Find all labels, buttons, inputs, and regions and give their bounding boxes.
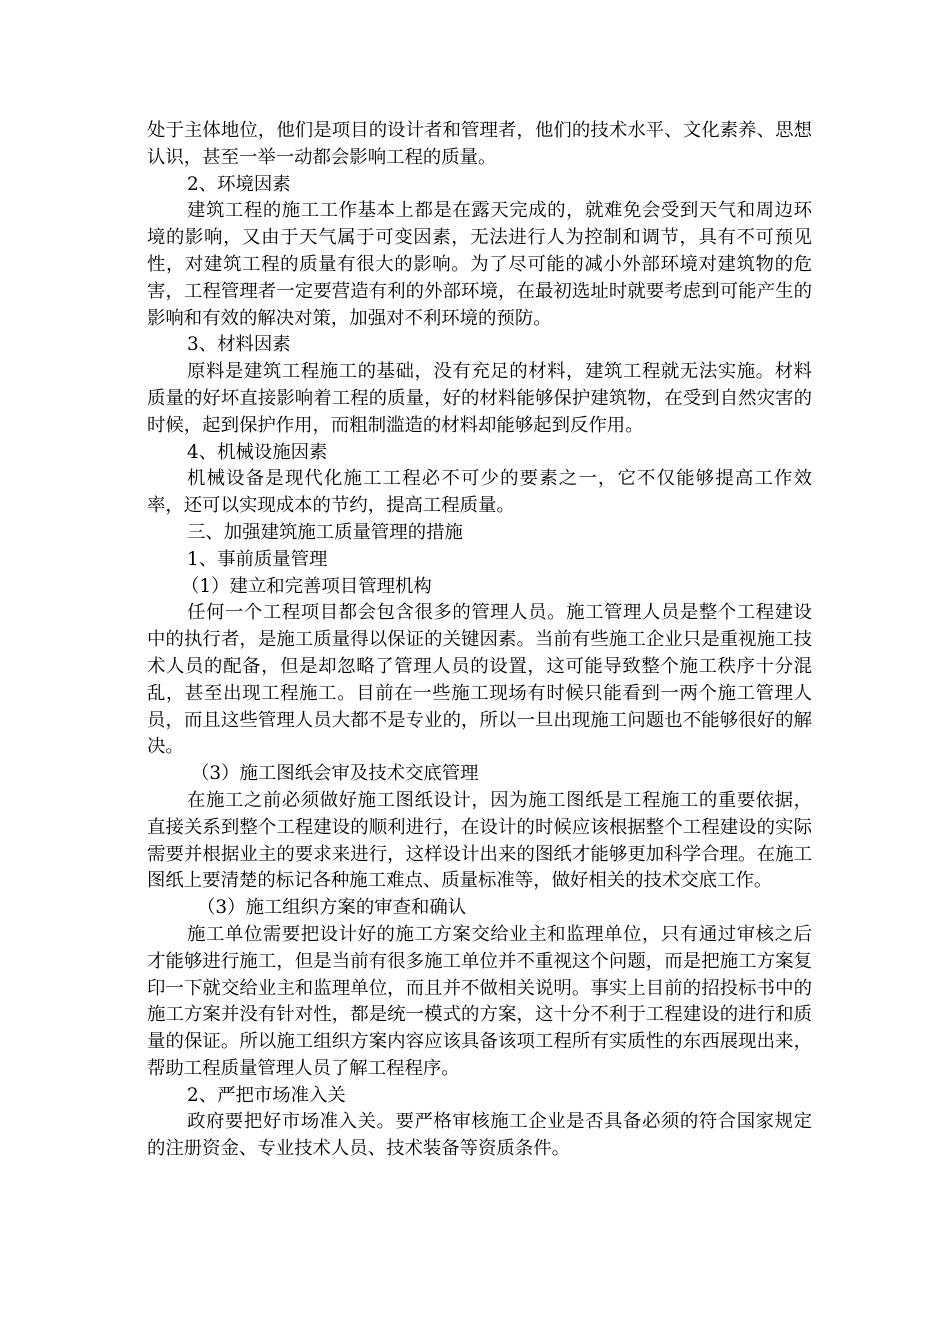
section-heading-machinery: 4、机械设施因素 [187, 441, 328, 463]
paragraph-drawing-review: 在施工之前必须做好施工图纸设计，因为施工图纸是工程施工的重要依据，直接关系到整个工程建设的顺利进行，在设计的时候应该根据整个工程建设的实际需要并根据业主的要求来进行，这样设计出来的图纸才能够更加科学合理。在施工图纸上要清楚的标记各种施工难点、质量标准等，做好相关的技术交底工作。 [147, 789, 812, 892]
paragraph-materials: 原料是建筑工程施工的基础，没有充足的材料，建筑工程就无法实施。材料质量的好坏直接影响着工程的质量，好的材料能够保护建筑物，在受到自然灾害的时候，起到保护作用，而粗制滥造的材料却能够起到反作用。 [147, 361, 812, 436]
subheading-plan-review: （3）施工组织方案的审查和确认 [197, 897, 467, 919]
section-heading-market-access: 2、严把市场准入关 [187, 1084, 346, 1106]
paragraph-management-agency: 任何一个工程项目都会包含很多的管理人员。施工管理人员是整个工程建设中的执行者，是施工质量得以保证的关键因素。当前有些施工企业只是重视施工技术人员的配备，但是却忽略了管理人员的设置，这可能导致整个施工秩序十分混乱，甚至出现工程施工。目前在一些施工现场有时候只能看到一两个施工管理人员，而且这些管理人员大都不是专业的，所以一旦出现施工问题也不能够很好的解决。 [147, 602, 812, 758]
paragraph-plan-review: 施工单位需要把设计好的施工方案交给业主和监理单位，只有通过审核之后才能够进行施工，但是当前有很多施工单位并不重视这个问题，而是把施工方案复印一下就交给业主和监理单位，而且并不做相关说明。事实上目前的招投标书中的施工方案并没有针对性，都是统一模式的方案，这十分不利于工程建设的进行和质量的保证。所以施工组织方案内容应该具备该项工程所有实质性的东西展现出来，帮助工程质量管理人员了解工程程序。 [147, 923, 812, 1079]
subheading-management-agency: （1）建立和完善项目管理机构 [181, 575, 432, 597]
chapter-heading-measures: 三、加强建筑施工质量管理的措施 [187, 521, 463, 543]
paragraph-environment: 建筑工程的施工工作基本上都是在露天完成的，就难免会受到天气和周边环境的影响，又由于天气属于可变因素，无法进行人为控制和调节，具有不可预见性，对建筑工程的质量有很大的影响。为了尽可能的减小外部环境对建筑物的危害，工程管理者一定要营造有利的外部环境，在最初选址时就要考虑到可能产生的影响和有效的解决对策，加强对不利环境的预防。 [147, 200, 812, 329]
document-body [147, 118, 812, 1163]
section-heading-prior-management: 1、事前质量管理 [187, 548, 328, 570]
paragraph-market-access: 政府要把好市场准入关。要严格审核施工企业是否具备必须的符合国家规定的注册资金、专业技术人员、技术装备等资质条件。 [147, 1111, 812, 1160]
section-heading-environment: 2、环境因素 [187, 173, 291, 195]
section-heading-materials: 3、材料因素 [187, 334, 291, 356]
subheading-drawing-review: （3）施工图纸会审及技术交底管理 [191, 763, 479, 785]
paragraph-continuation: 处于主体地位，他们是项目的设计者和管理者，他们的技术水平、文化素养、思想认识，甚至一举一动都会影响工程的质量。 [147, 120, 812, 168]
paragraph-machinery: 机械设备是现代化施工工程必不可少的要素之一，它不仅能够提高工作效率，还可以实现成本的节约，提高工程质量。 [147, 468, 812, 517]
